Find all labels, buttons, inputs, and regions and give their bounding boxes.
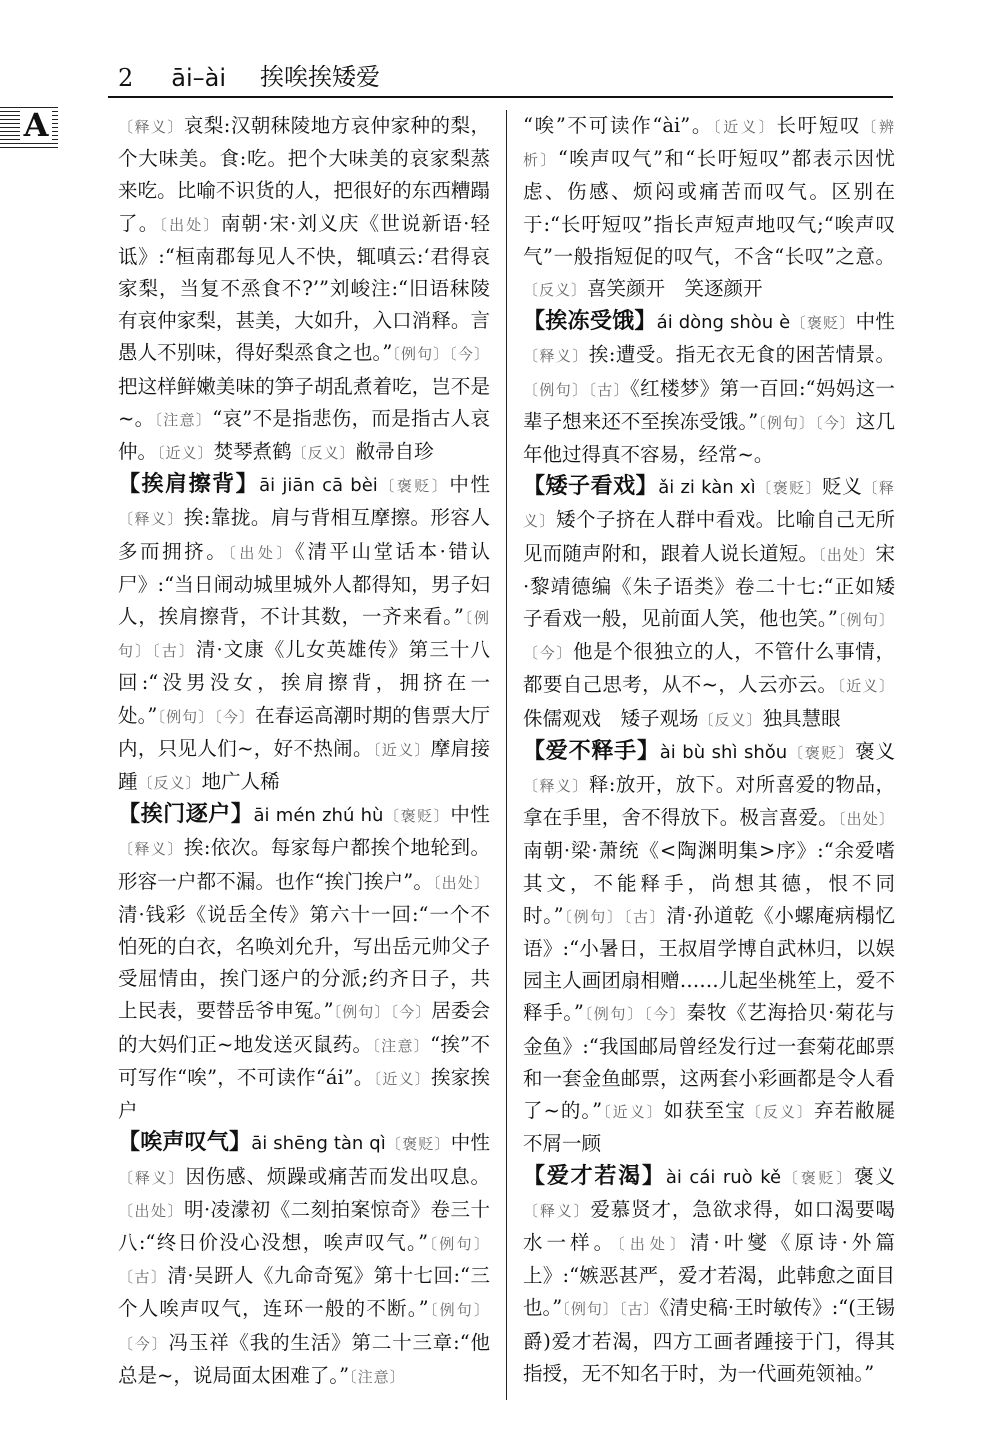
label-baobian: 〔 褒贬 〕 — [787, 744, 855, 762]
label-baobian: 〔 褒贬 〕 — [790, 314, 855, 332]
label-gu: 〔 古 〕 — [588, 381, 630, 399]
entry-ai-zi-kan-xi — [523, 471, 895, 736]
example-classical: 《清史稿·王时敏传》:“(王锡爵)爱才若渴，四方工画者踵接于门，得其指授，无不知名于时，为一代画苑领袖。” — [523, 1296, 895, 1385]
label-liju: 〔 例句 〕 — [564, 908, 624, 926]
example-classical: 《红楼梦》第一百回:“妈妈这一辈子想来还不至挨冻受饿。” — [523, 376, 895, 433]
source: 南朝·梁·萧统《<陶渊明集>序》:“余爱嗜其文，不能释手，尚想其德，恨不同时。” — [523, 839, 895, 927]
label-gu: 〔 古 〕 — [118, 1268, 167, 1286]
source: 清·钱彩《说岳全传》第六十一回:“一个不怕死的白衣，名唤刘允升，写出岳元帅父子受屈情由，挨门逐户的分派;约齐日子，共上民表，要替岳爷申冤。” — [118, 902, 490, 1023]
example-modern: 这几年他过得真不容易，经常~。 — [523, 409, 895, 467]
label-jin: 〔 今 〕 — [523, 644, 573, 662]
definition: 哀梨:汉朝秣陵地方哀仲家种的梨，个大味美。食:吃。把个大味美的哀家梨蒸来吃。比喻不识货的人，把很好的东西糟蹋了。 — [118, 114, 490, 235]
label-liju: 〔 例句 〕 — [118, 609, 490, 660]
bracket-close: 】 — [642, 1163, 666, 1189]
antonym: 敝帚自珍 — [355, 440, 434, 464]
note: “挨”不可写作“唉”，不可读作“ái”。 — [118, 1032, 490, 1089]
synonym: 挨家挨户 — [118, 1065, 490, 1123]
label-liju: 〔 例句 〕 — [838, 611, 895, 629]
bracket-close: 】 — [634, 309, 657, 335]
label-liju: 〔 例句 〕 — [157, 708, 214, 726]
source: 清·叶燮《原诗·外篇上》:“嫉恶甚严，爱才若渴，此韩愈之面目也。” — [523, 1230, 895, 1320]
label-liju: 〔 例句 〕 — [334, 1003, 391, 1021]
example-classical: 清·吴趼人《九命奇冤》第十七回:“三个人唉声叹气，连环一般的不断。” — [118, 1264, 490, 1321]
label-gu: 〔 古 〕 — [152, 642, 196, 660]
sentiment: 中性 — [450, 1131, 490, 1155]
label-gu: 〔 古 〕 — [624, 908, 667, 926]
headword: 挨肩擦背 — [141, 472, 236, 498]
headword: 爱不释手 — [545, 738, 637, 764]
label-jin: 〔 今 〕 — [644, 1005, 687, 1023]
section-letter: A — [20, 108, 52, 142]
bracket-open: 【 — [118, 802, 141, 828]
source: 《清平山堂话本·错认尸》:“当日闹动城里城外人都得知，男子妇人，挨肩擦背，不计其数，一齐来看。” — [118, 539, 490, 629]
entry-continuation — [118, 110, 490, 469]
label-bianxi: 〔 辨析 〕 — [523, 118, 895, 169]
example-modern: 居委会的大妈们正~地发送灭鼠药。 — [118, 999, 490, 1056]
label-zhuyi: 〔 注意 〕 — [349, 1368, 406, 1386]
label-chuchu: 〔 出处 〕 — [433, 874, 490, 892]
sentiment: 中性 — [449, 473, 490, 497]
example-classical: 清·孙道乾《小螺庵病榻忆语》:“小暑日，王叔眉学博自武林归，以娱园主人画团扇相赠……儿起坐桃笙上，爱不释手。” — [523, 903, 895, 1025]
headword: 挨冻受饿 — [545, 309, 635, 335]
column-divider — [506, 110, 507, 1400]
bracket-close: 】 — [235, 472, 260, 498]
sentiment: 贬义 — [822, 475, 863, 499]
headword: 唉声叹气 — [140, 1130, 230, 1156]
example-modern: 秦牧《艺海拾贝·菊花与金鱼》:“我国邮局曾经发行过一套菊花邮票和一套金鱼邮票，这两套小彩画都是令人看了~的。” — [523, 1001, 895, 1123]
synonym: 摩肩接踵 — [118, 736, 490, 794]
label-liju: 〔 例句 〕 — [392, 345, 449, 363]
label-liju: 〔 例句 〕 — [562, 1300, 619, 1318]
label-jin: 〔 今 〕 — [118, 1335, 169, 1353]
label-jin: 〔 今 〕 — [214, 708, 255, 726]
pinyin: āi shēng tàn qì — [251, 1133, 386, 1155]
pinyin: ài bù shì shǒu — [659, 741, 788, 763]
label-shiyi: 〔 释义 〕 — [523, 347, 589, 365]
label-chuchu: 〔 出处 〕 — [228, 544, 295, 562]
headword: 爱才若渴 — [546, 1163, 643, 1189]
pinyin: āi jiān cā bèi — [259, 475, 378, 497]
label-jin: 〔 今 〕 — [391, 1003, 432, 1021]
entry-ai-cai-ruo-ke — [523, 1161, 895, 1390]
example-modern: 冯玉祥《我的生活》第二十三章:“他总是~，说局面太困难了。” — [118, 1330, 490, 1387]
label-jinyi: 〔 近义 〕 — [157, 444, 214, 462]
bracket-close: 】 — [636, 738, 660, 764]
example-modern: 把这样鲜嫩美味的笋子胡乱煮着吃，岂不是~。 — [118, 374, 490, 430]
label-baobian: 〔 褒贬 〕 — [378, 477, 450, 495]
synonym: 侏儒观戏 矮子观场 — [523, 706, 699, 730]
definition: 挨:依次。每家每户都挨个地轮到。形容一户都不漏。也作“挨门挨户”。 — [118, 836, 490, 893]
label-jinyi: 〔 近义 〕 — [837, 677, 895, 695]
label-fanyi: 〔 反义 〕 — [746, 1103, 814, 1121]
label-fanyi: 〔 反义 〕 — [292, 444, 356, 462]
label-liju: 〔 例句 〕 — [428, 1235, 490, 1253]
sentiment: 中性 — [450, 803, 490, 827]
note: “哀”不是指悲伤，而是指古人哀仲。 — [118, 406, 490, 464]
definition: 挨:靠拢。肩与背相互摩擦。形容人多而拥挤。 — [118, 506, 490, 563]
note: “唉”不可读作“ài”。 — [523, 114, 714, 137]
example-modern: 在春运高潮时期的售票大厅内，只见人们~，好不热闹。 — [118, 703, 490, 760]
label-shiyi: 〔 释义 〕 — [118, 118, 184, 136]
page-number: 2 — [118, 64, 134, 92]
right-column — [523, 110, 915, 1390]
label-jin: 〔 今 〕 — [449, 345, 490, 363]
label-zhuyi: 〔 注意 〕 — [154, 411, 212, 429]
pinyin-range: āi–ài — [171, 64, 227, 92]
label-jinyi: 〔 近义 〕 — [713, 118, 776, 136]
header-characters: 挨唉挨矮爱 — [260, 63, 381, 91]
running-header — [108, 58, 893, 92]
label-jinyi: 〔 近义 〕 — [374, 1070, 431, 1088]
label-shiyi: 〔 释义 〕 — [118, 840, 184, 858]
pinyin: ǎi zi kàn xì — [658, 477, 756, 499]
label-chuchu: 〔 出处 〕 — [617, 1235, 690, 1253]
bracket-close: 】 — [635, 474, 659, 500]
label-liju: 〔 例句 〕 — [758, 414, 815, 432]
entry-ai-sheng-tan-qi — [118, 1127, 490, 1393]
label-shiyi: 〔 释义 〕 — [118, 510, 184, 528]
label-baobian: 〔 褒贬 〕 — [756, 479, 823, 497]
synonym: 焚琴煮鹤 — [213, 440, 292, 464]
entry-ai-men-zhu-hu — [118, 799, 490, 1127]
bracket-close: 】 — [229, 1130, 252, 1156]
label-chuchu: 〔 出处 〕 — [159, 216, 220, 234]
example-modern: 他是个很独立的人，不管什么事情，都要自己思考，从不~，人云亦云。 — [523, 640, 895, 697]
source: 明·凌濛初《二刻拍案惊奇》卷三十八:“终日价没心没想，唉声叹气。” — [118, 1197, 490, 1254]
antonym: 独具慧眼 — [762, 706, 841, 730]
label-chuchu: 〔 出处 〕 — [838, 810, 895, 828]
section-tab — [0, 104, 58, 148]
entry-ai-dong-shou-e — [523, 306, 895, 471]
label-jinyi: 〔 近义 〕 — [373, 741, 431, 759]
header-rule — [108, 96, 893, 98]
source: 宋·黎靖德编《朱子语类》卷二十七:“正如矮子看戏一般，见前面人笑，他也笑。” — [523, 541, 895, 631]
label-jin: 〔 今 〕 — [815, 414, 856, 432]
bracket-open: 【 — [523, 738, 546, 764]
headword: 矮子看戏 — [545, 474, 636, 500]
source: 南朝·宋·刘义庆《世说新语·轻诋》:“桓南郡每见人不快，辄嗔云:‘君得哀家梨，当复不烝食不?’”刘峻注:“旧语秣陵有哀仲家梨，甚美，大如升，入口消释。言愚人不别味，得好梨烝食之也。” — [118, 211, 490, 365]
label-fanyi: 〔 反义 〕 — [699, 711, 763, 729]
label-chuchu: 〔 出处 〕 — [818, 546, 875, 564]
label-liju: 〔 例句 〕 — [523, 381, 588, 399]
antonym: 喜笑颜开 笑逐颜开 — [587, 277, 763, 301]
bracket-open: 【 — [523, 309, 546, 335]
pinyin: āi mén zhú hù — [253, 805, 384, 827]
label-jinyi: 〔 近义 〕 — [602, 1103, 664, 1121]
pinyin: ài cái ruò kě — [665, 1166, 782, 1188]
label-fanyi: 〔 反义 〕 — [138, 774, 202, 792]
entry-ai-jian-ca-bei — [118, 469, 490, 799]
bracket-open: 【 — [118, 1130, 141, 1156]
label-baobian: 〔 褒贬 〕 — [781, 1169, 854, 1187]
definition: 因伤感、烦躁或痛苦而发出叹息。 — [185, 1164, 490, 1188]
label-shiyi: 〔 释义 〕 — [523, 777, 589, 795]
headword: 挨门逐户 — [140, 802, 231, 828]
entry-ai-bu-shi-shou — [523, 736, 915, 1161]
label-shiyi: 〔 释义 〕 — [118, 1169, 185, 1187]
definition: 矮个子挤在人群中看戏。比喻自己无所见而随声附和，跟着人说长道短。 — [523, 508, 895, 565]
usage-analysis: “唉声叹气”和“长吁短叹”都表示因忧虑、伤感、烦闷或痛苦而叹气。区别在于:“长吁短叹”指长声短声地叹气;“唉声叹气”一般指短促的叹气，不含“长叹”之意。 — [523, 147, 895, 268]
label-liju: 〔 例句 〕 — [584, 1005, 644, 1023]
bracket-close: 】 — [230, 802, 254, 828]
sentiment: 褒义 — [855, 739, 895, 763]
synonym: 长吁短叹 — [776, 114, 862, 137]
antonym: 地广人稀 — [201, 770, 280, 794]
definition: 释:放开，放下。对所喜爱的物品，拿在手里，舍不得放下。极言喜爱。 — [523, 773, 895, 830]
antonym: 弃若敝屣 不屑一顾 — [523, 1099, 915, 1156]
label-fanyi: 〔 反义 〕 — [523, 281, 587, 299]
example-classical: 清·文康《儿女英雄传》第三十八回:“没男没女，挨肩擦背，拥挤在一处。” — [118, 638, 490, 727]
left-column — [118, 110, 490, 1393]
label-baobian: 〔 褒贬 〕 — [386, 1135, 451, 1153]
bracket-open: 【 — [523, 1163, 547, 1189]
label-zhuyi: 〔 注意 〕 — [372, 1037, 430, 1055]
pinyin: ái dòng shòu è — [656, 312, 791, 334]
label-liju: 〔 例句 〕 — [429, 1301, 490, 1319]
entry-continuation — [523, 110, 895, 306]
label-chuchu: 〔 出处 〕 — [118, 1202, 184, 1220]
label-shiyi: 〔 释义 〕 — [523, 1202, 590, 1220]
bracket-open: 【 — [118, 472, 142, 498]
label-baobian: 〔 褒贬 〕 — [383, 807, 450, 825]
definition: 爱慕贤才，急欲求得，如口渴要喝水一样。 — [523, 1197, 895, 1254]
sentiment: 褒义 — [854, 1164, 895, 1188]
label-gu: 〔 古 〕 — [619, 1300, 660, 1318]
synonym: 如获至宝 — [663, 1099, 746, 1123]
definition: 挨:遭受。指无衣无食的困苦情景。 — [588, 343, 895, 367]
bracket-open: 【 — [523, 474, 546, 500]
sentiment: 中性 — [855, 310, 895, 334]
label-shiyi: 〔 释义 〕 — [523, 479, 895, 530]
